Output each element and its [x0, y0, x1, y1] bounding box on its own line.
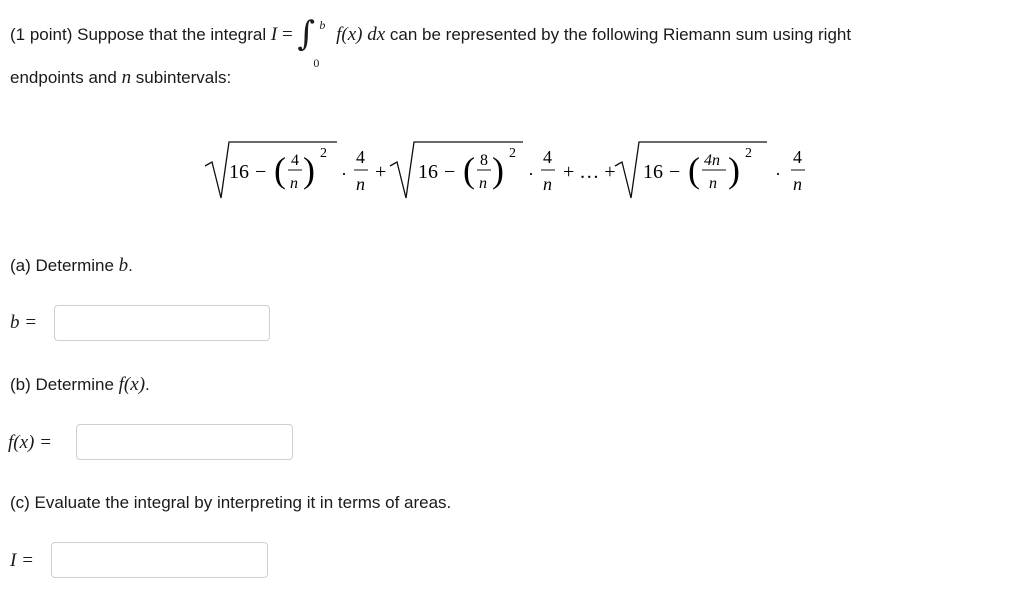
svg-text:16: 16 — [418, 161, 438, 183]
answer-f-label: f(x) = — [8, 432, 52, 453]
svg-text:n: n — [290, 175, 298, 192]
svg-text:2: 2 — [745, 146, 752, 161]
svg-text:n: n — [479, 175, 487, 192]
part-c-prompt — [10, 493, 451, 513]
ellipsis-plus: + … + — [563, 161, 616, 183]
svg-text:n: n — [793, 174, 802, 194]
upper-limit: b — [319, 18, 326, 32]
question-line-1: (1 point) Suppose that the integral I = ∫ b 0 f(x) dx can be represented by the following Riemann sum using right — [10, 14, 852, 70]
part-b-prompt — [10, 374, 150, 396]
plus-sign-1: + — [375, 161, 387, 183]
svg-text:−: − — [669, 161, 681, 183]
question-line-2 — [10, 67, 231, 89]
question-text-tail: can be represented by the following Riemann sum using right — [389, 25, 852, 44]
svg-text:(: ( — [274, 150, 286, 190]
part-b-text: (b) Determine — [10, 375, 114, 394]
svg-text:(: ( — [688, 150, 700, 190]
svg-text:n: n — [543, 174, 552, 194]
svg-text:n: n — [709, 175, 717, 192]
part-a-period: . — [128, 256, 133, 275]
svg-text:16: 16 — [229, 161, 249, 183]
points-label: (1 point) — [10, 25, 73, 44]
svg-text:8: 8 — [480, 152, 488, 169]
equals-sign: = — [281, 24, 293, 45]
sum-term-n — [615, 142, 805, 198]
svg-text:(: ( — [463, 150, 475, 190]
integral-var: I — [270, 24, 278, 45]
svg-text:): ) — [492, 150, 504, 190]
part-a-text: (a) Determine — [10, 256, 114, 275]
answer-i-label: I = — [10, 550, 34, 571]
svg-text:·: · — [528, 164, 534, 184]
answer-f-input[interactable] — [76, 424, 293, 460]
answer-i-input[interactable] — [51, 542, 268, 578]
svg-text:): ) — [303, 150, 315, 190]
part-b-var: f(x) — [118, 374, 146, 395]
svg-text:−: − — [444, 161, 456, 183]
svg-text:16: 16 — [643, 161, 663, 183]
part-c-text: (c) Evaluate the integral by interpreting it in terms of areas. — [10, 493, 452, 512]
part-a-prompt — [10, 255, 133, 277]
riemann-sum-expression — [195, 136, 835, 206]
lower-limit: 0 — [313, 56, 320, 70]
line2-pre: endpoints and — [10, 68, 117, 87]
sum-term-2 — [390, 142, 555, 198]
var-n: n — [121, 67, 132, 88]
line2-post: subintervals: — [135, 68, 232, 87]
svg-text:n: n — [356, 174, 365, 194]
svg-text:4: 4 — [356, 147, 365, 167]
svg-text:4: 4 — [793, 147, 802, 167]
svg-text:4: 4 — [543, 147, 552, 167]
part-a-var: b — [118, 255, 129, 276]
question-text: Suppose that the integral — [77, 25, 267, 44]
svg-text:): ) — [728, 150, 740, 190]
svg-text:2: 2 — [509, 146, 516, 161]
sum-term-1 — [205, 142, 368, 198]
svg-text:−: − — [255, 161, 267, 183]
integrand: f(x) dx — [336, 24, 386, 45]
svg-text:4: 4 — [291, 152, 299, 169]
svg-text:·: · — [341, 164, 347, 184]
part-b-period: . — [145, 375, 150, 394]
answer-b-input[interactable] — [54, 305, 270, 341]
svg-text:·: · — [775, 164, 781, 184]
svg-text:4n: 4n — [704, 152, 720, 169]
answer-b-label: b = — [10, 312, 38, 333]
svg-text:2: 2 — [320, 146, 327, 161]
